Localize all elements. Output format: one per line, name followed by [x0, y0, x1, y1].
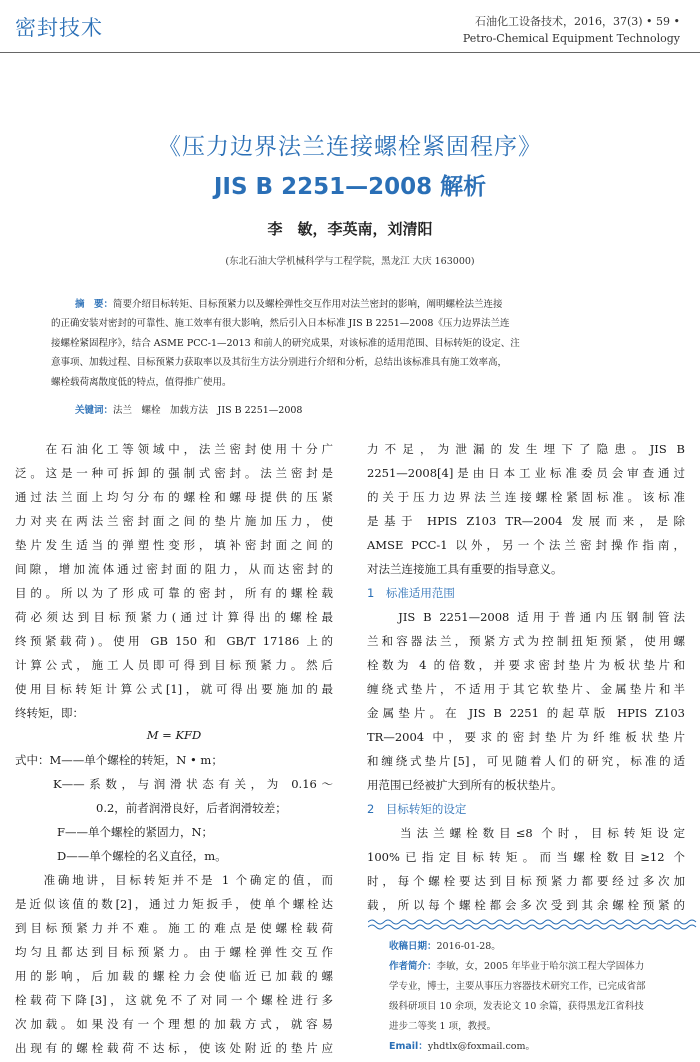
body-line: 用的影响，后加载的螺栓力会使临近已加载的螺 — [15, 969, 333, 983]
body-line: 到目标预紧力并不难。施工的难点是使螺栓载荷 — [15, 921, 333, 935]
body-line: AMSE PCC-1 以外，另一个法兰密封操作指南， — [367, 538, 685, 552]
definition-line: 式中：M——单个螺栓的转矩，N • m； — [15, 753, 223, 767]
abstract — [51, 295, 659, 392]
body-line: 兰和容器法兰，预紧方式为控制扭矩预紧，使用螺 — [367, 634, 685, 648]
bio-label: 作者简介： — [389, 961, 437, 972]
keywords-label: 关键词： — [75, 405, 114, 416]
keywords — [75, 402, 302, 416]
journal-citation: 石油化工设备技术，2016，37(3) • 59 • — [474, 15, 680, 28]
body-line: 使用目标转矩计算公式[1]，就可得出要施加的最 — [15, 682, 333, 696]
abstract-label: 摘 要： — [75, 299, 114, 310]
abstract-line: 意事项、加载过程、目标预紧力获取率以及其衍生方法分别进行介绍和分析，总结出该标准具有施工效率高， — [51, 357, 508, 369]
received-date: 2016-01-28。 — [436, 941, 501, 952]
article-title-line2: JIS B 2251—2008 解析 — [213, 174, 487, 200]
body-line: JIS B 2251—2008 适用于普通内压钢制管法 — [367, 610, 685, 624]
abstract-line: 简要介绍目标转矩、目标预紧力以及螺栓弹性交互作用对法兰密封的影响，阐明螺栓法兰连接 — [113, 299, 503, 310]
email-label: Email： — [389, 1041, 428, 1052]
body-line: 和缠绕式垫片[5]，可见随着人们的研究，标准的适 — [367, 754, 685, 768]
body-line: 是基于 HPIS Z103 TR—2004 发展而来，是除 — [367, 514, 685, 528]
body-line: 均匀且都达到目标预紧力。由于螺栓弹性交互作 — [15, 945, 333, 959]
body-line: 用范围已经被扩大到所有的板状垫片。 — [367, 778, 563, 792]
formula: M = KFD — [146, 728, 202, 742]
body-line: 缠绕式垫片，不适用于其它软垫片、金属垫片和半 — [367, 682, 685, 696]
body-line: 力对夹在两法兰密封面之间的垫片施加压力，使 — [15, 514, 333, 528]
footnote-separator — [368, 918, 698, 930]
bio-line: 学专业，博士，主要从事压力容器技术研究工作，已完成省部 — [389, 981, 646, 992]
body-line: 金属垫片。在 JIS B 2251 的起草版 HPIS Z103 — [367, 706, 685, 720]
body-line: TR—2004 中，要求的密封垫片为纤维板状垫片 — [367, 730, 685, 744]
bio-line: 级科研项目 10 余项，发表论文 10 余篇，获得黑龙江省科技 — [389, 1001, 644, 1012]
body-line: 准确地讲，目标转矩并不是 1 个确定的值，而 — [15, 873, 333, 887]
header-rule — [0, 52, 700, 53]
body-line: 时，每个螺栓要达到目标预紧力都要经过多次加 — [367, 874, 685, 888]
abstract-line: 螺栓载荷离散度低的特点，值得推广使用。 — [51, 376, 232, 388]
body-line: 在石油化工等领域中，法兰密封使用十分广 — [15, 442, 333, 456]
body-line: 通过法兰面上均匀分布的螺栓和螺母提供的压紧 — [15, 490, 333, 504]
bio-line: 进步二等奖 1 项，教授。 — [389, 1021, 497, 1032]
body-line: 泛。这是一种可拆卸的强制式密封。法兰密封是 — [15, 466, 333, 480]
body-line: 100%已指定目标转矩。而当螺栓数目≥12 个 — [367, 850, 685, 864]
definition-line: 0.2，前者润滑良好，后者润滑较差； — [96, 801, 287, 815]
body-line: 当法兰螺栓数目≤8 个时，目标转矩设定 — [367, 826, 685, 840]
body-line: 力不足，为泄漏的发生埋下了隐患。JIS B — [367, 442, 685, 456]
body-line: 荷必须达到目标预紧力(通过计算得出的螺栓最 — [15, 610, 333, 624]
definition-line: F——单个螺栓的紧固力，N； — [57, 825, 214, 839]
section-label: 密封技术 — [15, 16, 103, 40]
received-label: 收稿日期： — [389, 941, 437, 952]
body-line: 垫片发生适当的弹塑性变形，填补密封面之间的 — [15, 538, 333, 552]
body-line: 终转矩，即： — [15, 706, 84, 720]
body-line: 计算公式，施工人员即可得到目标预紧力。然后 — [15, 658, 333, 672]
keywords-text: 法兰 螺栓 加载方法 JIS B 2251—2008 — [113, 405, 303, 416]
body-line: 出现有的螺栓载荷不达标，使该处附近的垫片应 — [15, 1041, 333, 1055]
definition-line: K——系数，与润滑状态有关，为 0.16～ — [53, 777, 333, 791]
email-link[interactable]: yhdtlx@foxmail.com。 — [427, 1041, 536, 1052]
section-heading-2: 2 目标转矩的设定 — [367, 802, 467, 816]
body-line: 目的。所以为了形成可靠的密封，所有的螺栓载 — [15, 586, 333, 600]
bio-line: 李敏，女，2005 年毕业于哈尔滨工程大学固体力 — [436, 961, 645, 972]
abstract-line: 的正确安装对密封的可靠性、施工效率有很大影响，然后引入日本标准 JIS B 2251—2008《压力边界法兰连 — [51, 318, 510, 330]
body-line: 2251—2008[4]是由日本工业标准委员会审查通过 — [367, 466, 685, 480]
body-line: 栓载荷下降[3]，这就免不了对同一个螺栓进行多 — [15, 993, 333, 1007]
body-line: 次加载。如果没有一个理想的加载方式，就容易 — [15, 1017, 333, 1031]
definition-line: D——单个螺栓的名义直径，m。 — [57, 849, 227, 863]
body-line: 是近似该值的数[2]，通过力矩扳手，使单个螺栓达 — [15, 897, 333, 911]
body-line: 栓数为 4 的倍数，并要求密封垫片为板状垫片和 — [367, 658, 685, 672]
body-line: 间隙，增加流体通过密封面的阻力，从而达密封的 — [15, 562, 333, 576]
section-heading-1: 1 标准适用范围 — [367, 586, 455, 600]
body-line: 终预紧载荷)。使用 GB 150 和 GB/T 17186 上的 — [15, 634, 333, 648]
body-line: 载，所以每个螺栓都会多次受到其余螺栓预紧的 — [367, 898, 685, 912]
body-line: 的关于压力边界法兰连接螺栓紧固标准。该标准 — [367, 490, 685, 504]
body-line: 对法兰连接施工具有重要的指导意义。 — [367, 562, 563, 576]
abstract-line: 接螺栓紧固程序》，结合 ASME PCC-1—2013 和前人的研究成果，对该标准的适用范围、目标转矩的设定、注 — [51, 337, 520, 349]
journal-name-en: Petro-Chemical Equipment Technology — [462, 32, 680, 45]
affiliation: (东北石油大学机械科学与工程学院，黑龙江 大庆 163000) — [225, 256, 475, 267]
author-list: 李 敏，李英南，刘清阳 — [267, 220, 433, 238]
article-title-line1: 《压力边界法兰连接螺栓紧固程序》 — [158, 134, 542, 160]
